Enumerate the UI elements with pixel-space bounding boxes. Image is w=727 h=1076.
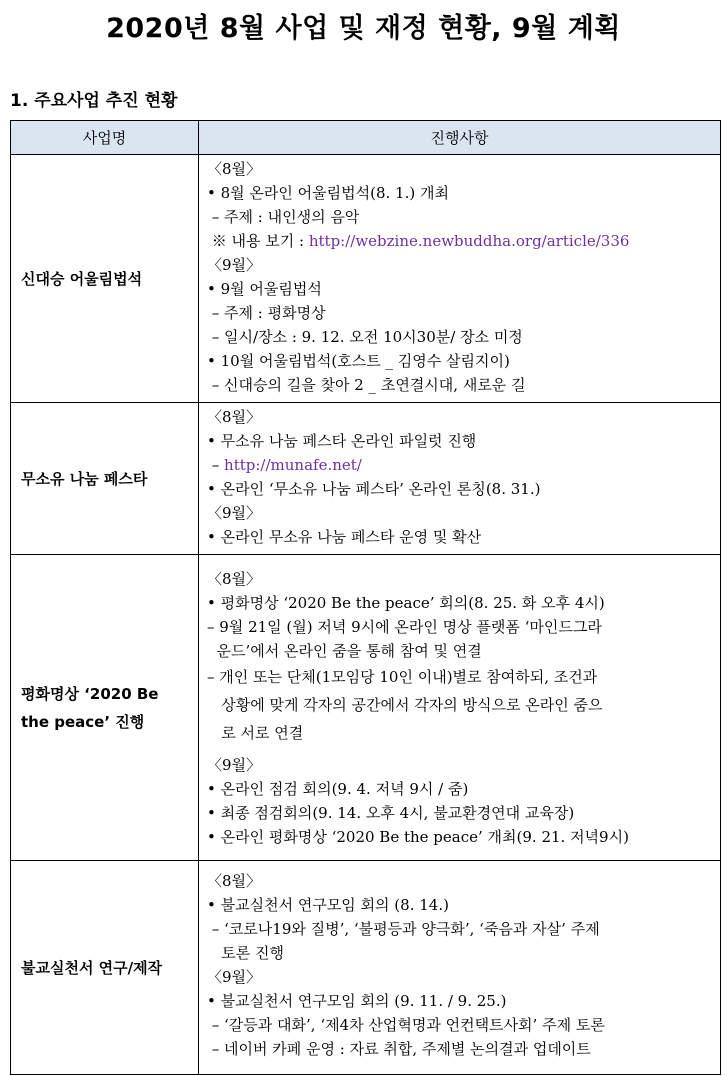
project-name: 평화명상 ‘2020 Be the peace’ 진행 <box>11 555 199 861</box>
munafe-link[interactable]: http://munafe.net/ <box>224 456 362 474</box>
list-item: 로 서로 연결 <box>207 724 304 742</box>
header-project-name: 사업명 <box>11 121 199 155</box>
list-item: – 네이버 카페 운영 : 자료 취합, 주제별 논의결과 업데이트 <box>207 1040 591 1058</box>
list-item: – 주제 : 내인생의 음악 <box>207 208 360 226</box>
list-item-text: – <box>207 456 225 474</box>
list-item: • 불교실천서 연구모임 회의 (8. 14.) <box>207 896 449 914</box>
list-item: 토론 진행 <box>207 944 285 962</box>
project-progress <box>199 861 721 1075</box>
list-item-text: ※ 내용 보기 : <box>207 232 309 250</box>
list-item: – 신대승의 길을 찾아 2 _ 초연결시대, 새로운 길 <box>207 376 526 394</box>
page-title: 2020년 8월 사업 및 재정 현황, 9월 계획 <box>106 13 621 44</box>
list-item: – 9월 21일 (월) 저녁 9시에 온라인 명상 플랫폼 ‘마인드그라 <box>207 618 602 636</box>
project-progress <box>199 555 721 861</box>
list-item: • 온라인 평화명상 ‘2020 Be the peace’ 개최(9. 21. 저녁9시) <box>207 828 629 846</box>
project-name: 신대승 어울림법석 <box>11 155 199 403</box>
list-item: • 9월 어울림법석 <box>207 280 322 298</box>
list-item: • 온라인 무소유 나눔 페스타 운영 및 확산 <box>207 528 482 546</box>
list-item: 〈9월〉 <box>207 256 262 274</box>
header-progress: 진행사항 <box>199 121 721 155</box>
list-item <box>207 229 712 253</box>
table-row <box>11 861 721 1075</box>
list-item <box>207 453 712 477</box>
list-item: 〈9월〉 <box>207 504 262 522</box>
list-item: 〈9월〉 <box>207 968 262 986</box>
list-item: 〈8월〉 <box>207 570 262 588</box>
list-item: – ‘갈등과 대화’, ‘제4차 산업혁명과 언컨택트사회’ 주제 토론 <box>207 1016 605 1034</box>
list-item: • 불교실천서 연구모임 회의 (9. 11. / 9. 25.) <box>207 992 507 1010</box>
section-title: 1. 주요사업 추진 현황 <box>10 91 178 111</box>
project-status-table <box>10 120 721 1075</box>
table-header-row <box>11 121 721 155</box>
list-item: • 온라인 ‘무소유 나눔 페스타’ 온라인 론칭(8. 31.) <box>207 480 541 498</box>
project-progress <box>199 155 721 403</box>
list-item: 〈9월〉 <box>207 756 262 774</box>
table-row <box>11 155 721 403</box>
webzine-link[interactable]: http://webzine.newbuddha.org/article/336 <box>308 232 630 250</box>
list-item: • 최종 점검회의(9. 14. 오후 4시, 불교환경연대 교육장) <box>207 804 575 822</box>
list-item: 〈8월〉 <box>207 160 262 178</box>
list-item: • 10월 어울림법석(호스트 _ 김영수 살림지이) <box>207 352 510 370</box>
list-item: 〈8월〉 <box>207 408 262 426</box>
list-item: – 일시/장소 : 9. 12. 오전 10시30분/ 장소 미정 <box>207 328 523 346</box>
list-item: • 평화명상 ‘2020 Be the peace’ 회의(8. 25. 화 오후 4시) <box>207 594 605 612</box>
list-item: – ‘코로나19와 질병’, ‘불평등과 양극화’, ‘죽음과 자살’ 주제 <box>207 920 600 938</box>
table-row <box>11 403 721 555</box>
list-item: 〈8월〉 <box>207 872 262 890</box>
project-name: 무소유 나눔 페스타 <box>11 403 199 555</box>
list-item: • 온라인 점검 회의(9. 4. 저녁 9시 / 줌) <box>207 780 469 798</box>
list-item: – 주제 : 평화명상 <box>207 304 326 322</box>
list-item: • 8월 온라인 어울림법석(8. 1.) 개최 <box>207 184 449 202</box>
project-progress <box>199 403 721 555</box>
table-row <box>11 555 721 861</box>
list-item: • 무소유 나눔 페스타 온라인 파일럿 진행 <box>207 432 477 450</box>
list-item: – 개인 또는 단체(1모임당 10인 이내)별로 참여하되, 조건과 <box>207 668 598 686</box>
project-name: 불교실천서 연구/제작 <box>11 861 199 1075</box>
list-item: 상황에 맞게 각자의 공간에서 각자의 방식으로 온라인 줌으 <box>207 696 603 714</box>
list-item: 운드’에서 온라인 줌을 통해 참여 및 연결 <box>207 642 482 660</box>
